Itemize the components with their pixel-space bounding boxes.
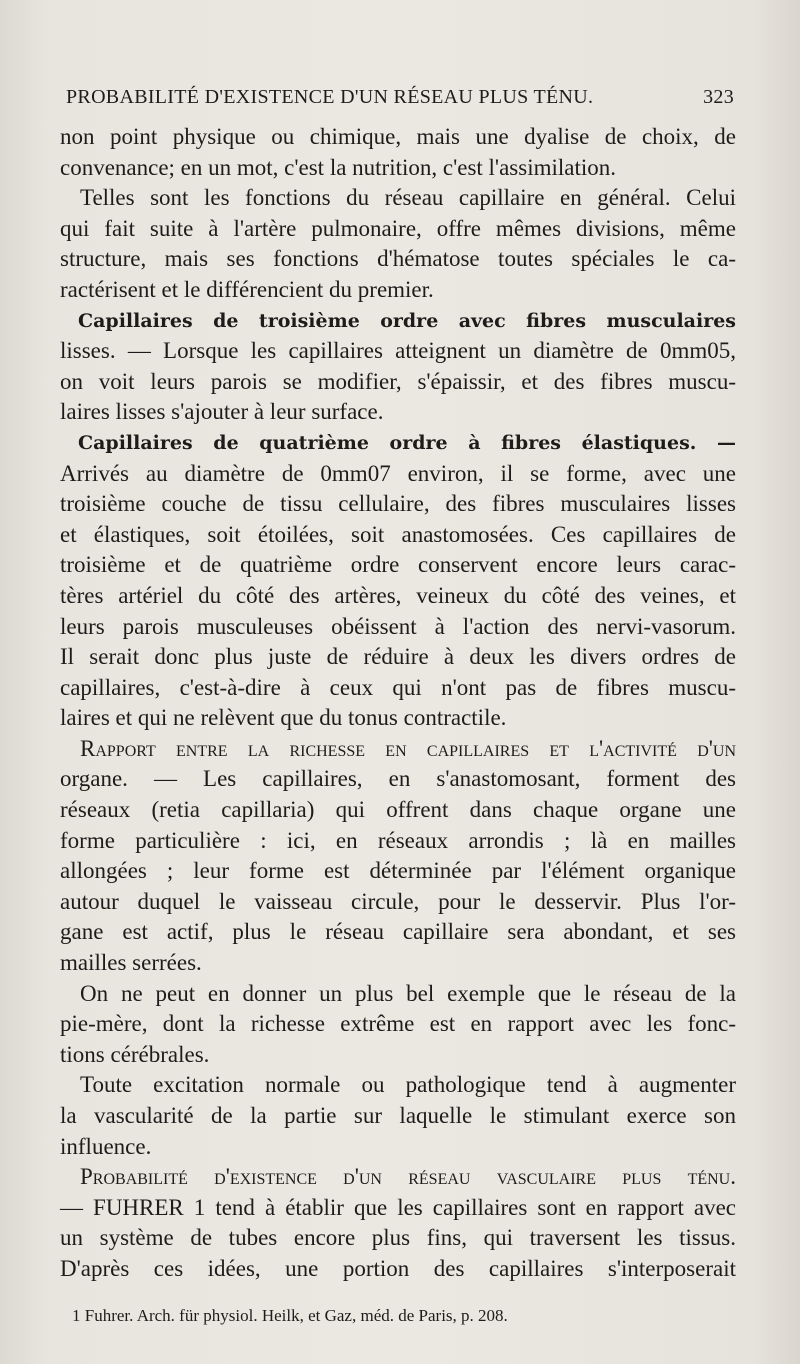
section-heading: Probabilité d'existence d'un réseau vasculaire plus ténu. <box>80 1164 736 1190</box>
text-line: qui fait suite à l'artère pulmonaire, offre mêmes divisions, même <box>60 215 736 241</box>
text-line: gane est actif, plus le réseau capillaire sera abondant, et ses <box>60 919 736 945</box>
text-line: Arrivés au diamètre de 0mm07 environ, il se forme, avec une <box>60 460 736 486</box>
running-title: PROBABILITÉ D'EXISTENCE D'UN RÉSEAU PLUS TÉNU. <box>66 86 594 108</box>
page-number: 323 <box>703 86 734 108</box>
footnote: 1 Fuhrer. Arch. für physiol. Heilk, et Gaz, méd. de Paris, p. 208. <box>72 1306 508 1325</box>
text-line: convenance; en un mot, c'est la nutrition, c'est l'assimilation. <box>60 154 616 180</box>
text-line: non point physique ou chimique, mais une dyalise de choix, de <box>60 124 736 149</box>
text-line: Telles sont les fonctions du réseau capillaire en général. Celui <box>80 185 736 211</box>
text-line: lisses. — Lorsque les capillaires atteignent un diamètre de 0mm05, <box>60 338 736 364</box>
text-line: capillaires, c'est-à-dire à ceux qui n'ont pas de fibres muscu- <box>60 674 736 700</box>
text-line: troisième couche de tissu cellulaire, des fibres musculaires lisses <box>60 491 736 517</box>
section-heading: Capillaires de troisième ordre avec fibres musculaires <box>78 309 736 332</box>
text-line: troisième et de quatrième ordre conservent encore leurs carac- <box>60 552 736 578</box>
text-line: la vascularité de la partie sur laquelle le stimulant exerce son <box>60 1103 736 1128</box>
text-line: pie-mère, dont la richesse extrême est en rapport avec les fonc- <box>60 1011 736 1037</box>
text-line: allongées ; leur forme est déterminée par l'élément organique <box>60 858 736 884</box>
text-line: on voit leurs parois se modifier, s'épaissir, et des fibres muscu- <box>60 368 736 394</box>
text-line: laires et qui ne relèvent que du tonus contractile. <box>60 705 507 731</box>
running-header <box>66 86 734 109</box>
text-line: un système de tubes encore plus fins, qui traversent les tissus. <box>60 1225 736 1251</box>
text-line: organe. — Les capillaires, en s'anastomosant, forment des <box>60 766 736 792</box>
text-line: D'après ces idées, une portion des capillaires s'interposerait <box>60 1255 736 1281</box>
text-line: tères artériel du côté des artères, veineux du côté des veines, et <box>60 582 736 608</box>
text-line: tions cérébrales. <box>60 1041 210 1067</box>
text-line: réseaux (retia capillaria) qui offrent dans chaque organe une <box>60 797 736 823</box>
text-line: mailles serrées. <box>60 950 202 976</box>
body-text <box>60 122 736 1285</box>
text-line: Il serait donc plus juste de réduire à deux les divers ordres de <box>60 644 736 670</box>
text-line: Toute excitation normale ou pathologique tend à augmenter <box>80 1072 736 1098</box>
section-heading: Capillaires de quatrième ordre à fibres élastiques. — <box>78 431 736 454</box>
section-heading: Rapport entre la richesse en capillaires et l'activité d'un <box>80 735 736 761</box>
text-line: structure, mais ses fonctions d'hématose toutes spéciales le ca- <box>60 246 736 272</box>
text-line: — FUHRER 1 tend à établir que les capillaires sont en rapport avec <box>60 1194 736 1220</box>
text-line: On ne peut en donner un plus bel exemple que le réseau de la <box>80 980 736 1006</box>
text-line: laires lisses s'ajouter à leur surface. <box>60 399 384 425</box>
text-line: ractérisent et le différencient du premier. <box>60 276 434 302</box>
text-line: autour duquel le vaisseau circule, pour le desservir. Plus l'or- <box>60 888 736 914</box>
text-line: et élastiques, soit étoilées, soit anastomosées. Ces capillaires de <box>60 521 736 547</box>
text-line: influence. <box>60 1133 152 1159</box>
text-line: leurs parois musculeuses obéissent à l'action des nervi-vasorum. <box>60 613 736 639</box>
text-line: forme particulière : ici, en réseaux arrondis ; là en mailles <box>60 827 736 853</box>
